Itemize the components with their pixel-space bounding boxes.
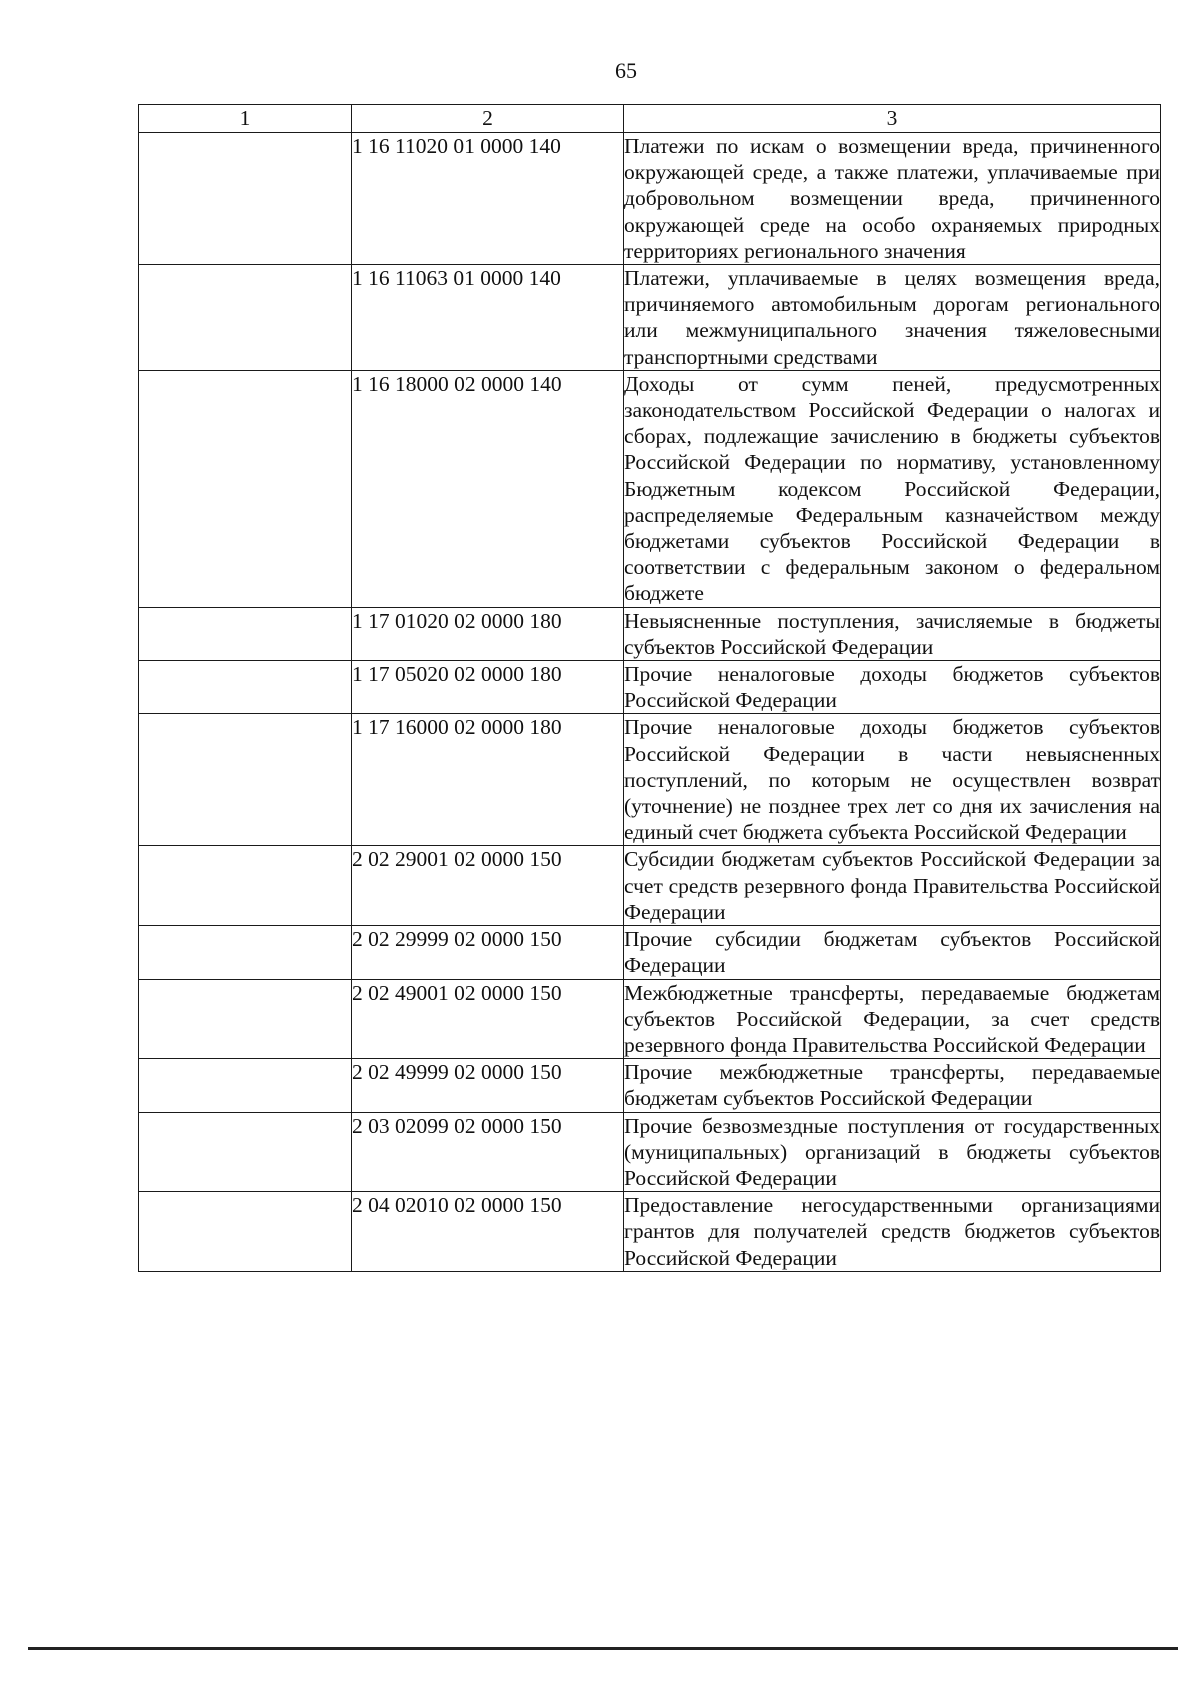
budget-code-cell: 2 02 49999 02 0000 150 [352,1059,624,1112]
revenue-description-cell: Невыясненные поступления, зачисляемые в бюджеты субъектов Российской Федерации [624,608,1160,659]
administrator-cell [139,846,352,926]
revenue-description-cell: Межбюджетные трансферты, передаваемые бюджетам субъектов Российской Федерации, за счет средств резервного фонда Правительства Российской Федерации [624,980,1160,1057]
budget-code-cell: 2 02 29001 02 0000 150 [352,846,624,926]
budget-code-cell: 1 16 11020 01 0000 140 [352,133,624,265]
budget-code-cell: 1 16 18000 02 0000 140 [352,370,624,607]
header-col-1: 1 [139,105,352,133]
administrator-cell [139,370,352,607]
budget-code-cell: 1 17 16000 02 0000 180 [352,714,624,846]
budget-code-cell: 1 17 05020 02 0000 180 [352,661,624,714]
footer-rule [28,1647,1178,1650]
revenue-description-cell: Прочие субсидии бюджетам субъектов Российской Федерации [624,927,1160,978]
revenue-description-cell: Доходы от сумм пеней, предусмотренных законодательством Российской Федерации о налогах и сборах, подлежащие зачислению в бюджеты субъектов Российской Федерации по нормативу, установленному Бюджетным кодексом Российской Федерации, распределяемые Федеральным казначейством между бюджетами субъектов Российской Федерации в соответствии с федеральным законом о федеральном бюджете [624,371,1160,606]
page-number: 65 [615,58,637,83]
revenue-description-cell: Прочие межбюджетные трансферты, передаваемые бюджетам субъектов Российской Федерации [624,1060,1160,1111]
budget-code-cell: 1 17 01020 02 0000 180 [352,607,624,660]
revenue-description-cell: Платежи по искам о возмещении вреда, причиненного окружающей среде, а также платежи, уплачиваемые при добровольном возмещении вреда, причиненного окружающей среде на особо охраняемых природных территориях регионального значения [624,134,1160,263]
budget-code-cell: 2 02 29999 02 0000 150 [352,926,624,979]
administrator-cell [139,1192,352,1272]
revenue-description-cell: Предоставление негосударственными организациями грантов для получателей средств бюджетов субъектов Российской Федерации [624,1193,1160,1270]
administrator-cell [139,661,352,714]
table-row [139,370,1161,607]
revenue-description-cell: Прочие безвозмездные поступления от государственных (муниципальных) организаций в бюджеты субъектов Российской Федерации [624,1113,1160,1190]
header-col-3: 3 [624,105,1161,133]
revenue-description-cell: Платежи, уплачиваемые в целях возмещения вреда, причиняемого автомобильным дорогам регионального или межмуниципального значения тяжеловесными транспортными средствами [624,266,1160,369]
administrator-cell [139,607,352,660]
administrator-cell [139,133,352,265]
administrator-cell [139,926,352,979]
table-row [139,1059,1161,1112]
table-row [139,714,1161,846]
table-row [139,607,1161,660]
table-row [139,926,1161,979]
revenue-description-cell: Прочие неналоговые доходы бюджетов субъектов Российской Федерации [624,662,1160,713]
table-header-row [139,105,1161,133]
administrator-cell [139,1112,352,1192]
table-row [139,846,1161,926]
table-row [139,979,1161,1059]
administrator-cell [139,714,352,846]
budget-code-cell: 2 04 02010 02 0000 150 [352,1192,624,1272]
administrator-cell [139,979,352,1059]
administrator-cell [139,1059,352,1112]
budget-code-cell: 2 03 02099 02 0000 150 [352,1112,624,1192]
revenue-description-cell: Субсидии бюджетам субъектов Российской Федерации за счет средств резервного фонда Правительства Российской Федерации [624,847,1160,924]
budget-codes-table [138,104,1161,1272]
administrator-cell [139,265,352,371]
revenue-description-cell: Прочие неналоговые доходы бюджетов субъектов Российской Федерации в части невыясненных поступлений, по которым не осуществлен возврат (уточнение) не позднее трех лет со дня их зачисления на единый счет бюджета субъекта Российской Федерации [624,715,1160,845]
table-row [139,265,1161,371]
budget-code-cell: 2 02 49001 02 0000 150 [352,979,624,1059]
budget-code-cell: 1 16 11063 01 0000 140 [352,265,624,371]
table-row [139,133,1161,265]
table-row [139,1112,1161,1192]
table-row [139,1192,1161,1272]
header-col-2: 2 [352,105,624,133]
table-row [139,661,1161,714]
